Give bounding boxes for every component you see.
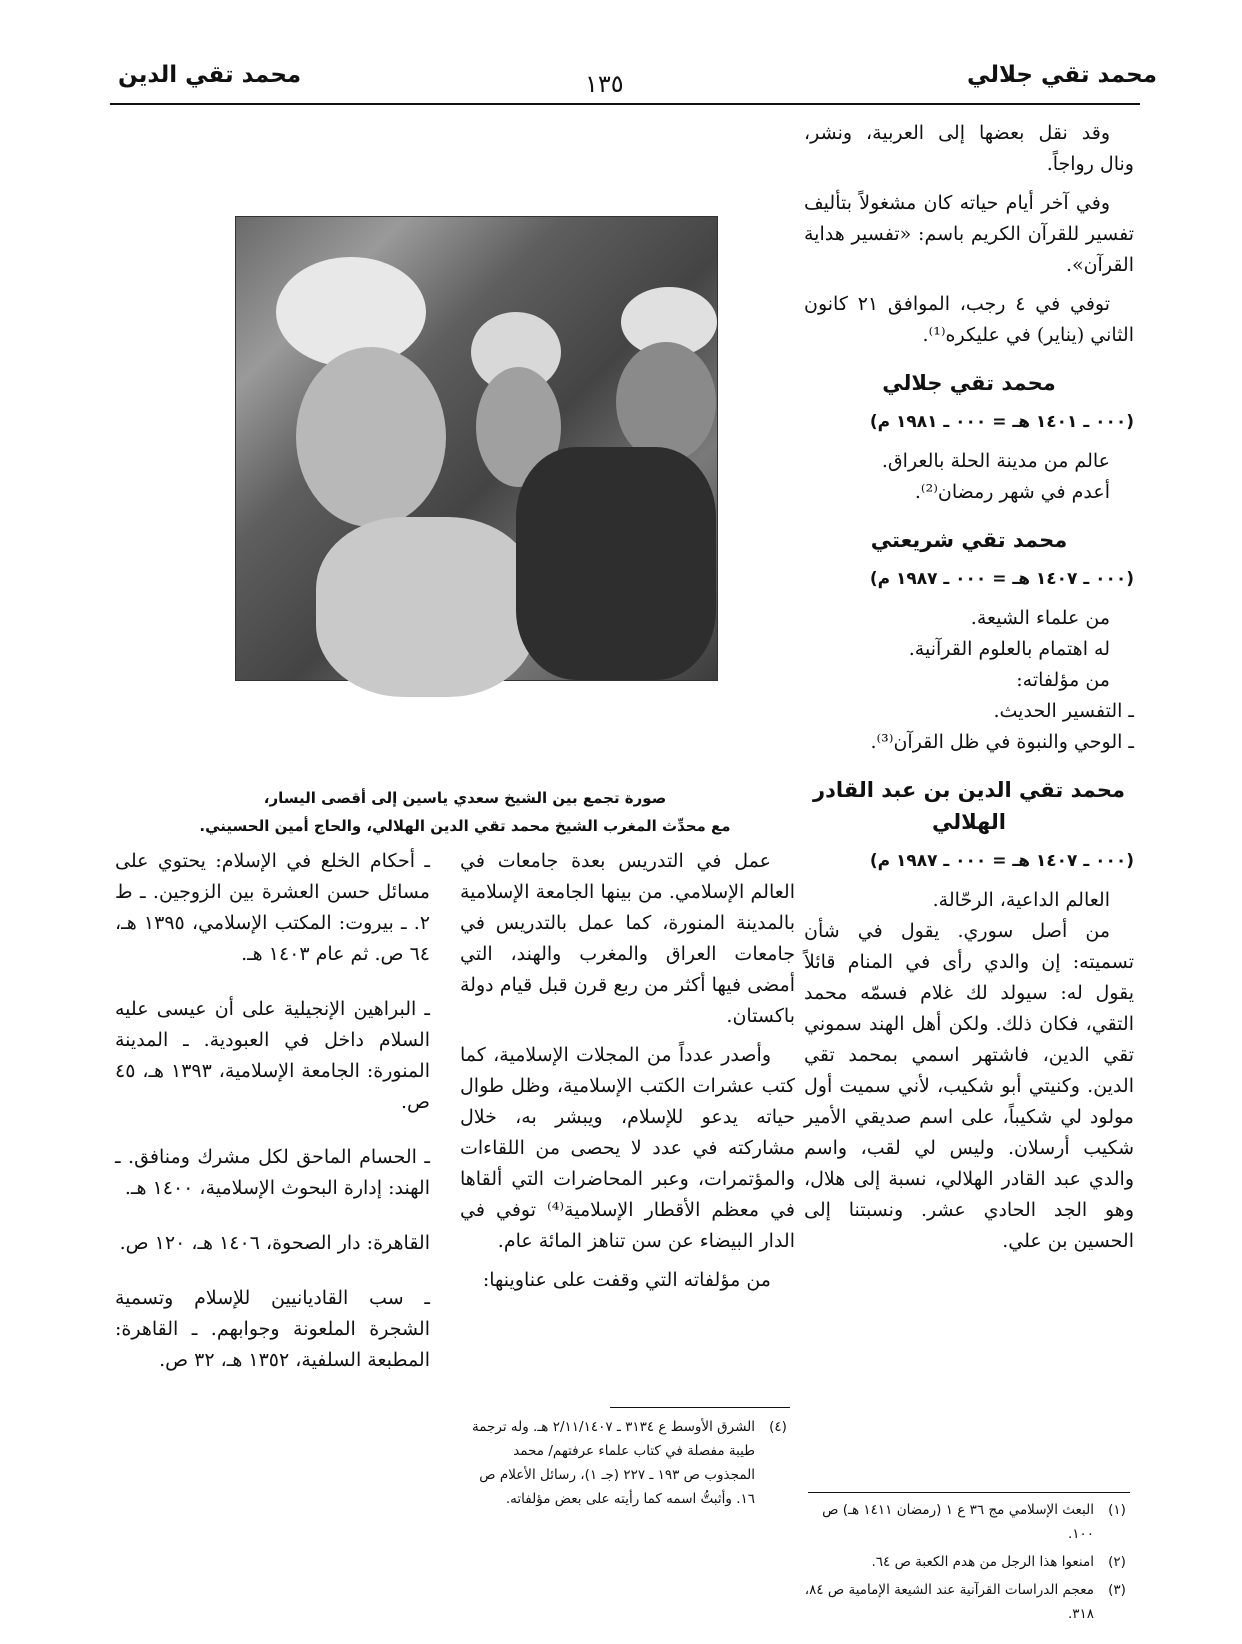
entry-title: محمد تقي شريعتي — [870, 528, 1068, 552]
paragraph: عمل في التدريس بعدة جامعات في العالم الإسلامي. من بينها الجامعة الإسلامية بالمدينة المنورة، كما عمل بالتدريس في جامعات العراق والمغرب والهند، التي أمضى فيها أكثر من ربع قرن قبل قيام دولة باكستان. — [460, 850, 795, 1027]
footnote-text: الشرق الأوسط ع ٣١٣٤ ـ ٢/١١/١٤٠٧ هـ. وله ترجمة طيبة مفصلة في كتاب علماء عرفتهم/ محمد المجذوب ص ١٩٣ ـ ٢٢٧ (جـ ١)، رسائل الأعلام ص ١٦. وأثبتُّ اسمه كما رأيته على بعض مؤلفاته. — [472, 1419, 755, 1507]
footnote — [804, 1498, 1134, 1546]
work-item: ـ أحكام الخلع في الإسلام: يحتوي على مسائل حسن العشرة بين الزوجين. ـ ط ٢. ـ بيروت: المكتب الإسلامي، ١٣٩٥ هـ، ٦٤ ص. ثم عام ١٤٠٣ هـ. — [115, 850, 430, 965]
caption-line: صورة تجمع بين الشيخ سعدي ياسين إلى أقصى اليسار، — [263, 789, 667, 807]
entry-line: له اهتمام بالعلوم القرآنية. — [908, 638, 1110, 660]
page-number: ١٣٥ — [585, 70, 624, 98]
footnotes-middle — [460, 1415, 795, 1515]
paragraph: وأصدر عدداً من المجلات الإسلامية، كما كتب عشرات الكتب الإسلامية، وظل طوال حياته يدعو للإسلام، ويبشر به، خلال مشاركته في عدد لا يحصى من اللقاءات والمؤتمرات، وعبر المحاضرات التي ألقاها في معظم الأقطار الإسلامية⁽⁴⁾ توفي في الدار البيضاء عن سن تناهز المائة عام. — [460, 1044, 795, 1252]
paragraph: توفي في ٤ رجب، الموافق ٢١ كانون الثاني (يناير) في عليكره⁽¹⁾. — [804, 293, 1134, 346]
historical-photo — [235, 216, 718, 681]
left-column — [115, 846, 430, 1384]
footnote-text: البعث الإسلامي مج ٣٦ ع ١ (رمضان ١٤١١ هـ) ص ١٠٠. — [822, 1502, 1094, 1542]
paragraph: وقد نقل بعضها إلى العربية، ونشر، ونال رواجاً. — [804, 122, 1134, 175]
right-column — [804, 118, 1134, 1265]
entry-dates: (٠٠٠ ـ ١٤٠١ هـ = ٠٠٠ ـ ١٩٨١ م) — [869, 412, 1134, 432]
footnote-text: معجم الدراسات القرآنية عند الشيعة الإمامية ص ٨٤، ٣١٨. — [804, 1582, 1094, 1622]
work-item: القاهرة: دار الصحوة، ١٤٠٦ هـ، ١٢٠ ص. — [119, 1232, 430, 1254]
footnote-number: (٤) — [769, 1419, 787, 1435]
entry-dates: (٠٠٠ ـ ١٤٠٧ هـ = ٠٠٠ ـ ١٩٨٧ م) — [869, 569, 1134, 589]
footnotes-right — [804, 1498, 1134, 1630]
paragraph: من أصل سوري. يقول في شأن تسميته: إن والدي رأى في المنام قائلاً يقول له: سيولد لك غلام فسمّه محمد التقي، فكان ذلك. ولكن أهل الهند سموني تقي الدين، فاشتهر اسمي بمحمد تقي الدين. وكنيتي أبو شكيب، لأني سميت أول مولود لي شكيباً، على اسم صديقي الأمير شكيب أرسلان. وليس لي لقب، واسم والدي عبد القادر الهلالي، نسبة إلى هلال، وهو الجد الحادي عشر. ونسبتنا إلى الحسين بن علي. — [804, 920, 1134, 1252]
entry-dates: (٠٠٠ ـ ١٤٠٧ هـ = ٠٠٠ ـ ١٩٨٧ م) — [869, 851, 1134, 871]
entry-line: من علماء الشيعة. — [970, 607, 1110, 629]
face-shape — [616, 342, 716, 462]
work-item: ـ الوحي والنبوة في ظل القرآن⁽³⁾. — [870, 731, 1134, 753]
footnote-number: (٣) — [1108, 1582, 1126, 1598]
robe-shape — [316, 517, 536, 697]
footnote-text: امنعوا هذا الرجل من هدم الكعبة ص ٦٤. — [871, 1554, 1094, 1570]
work-item: ـ سب القاديانيين للإسلام وتسمية الشجرة الملعونة وجوابهم. ـ القاهرة: المطبعة السلفية، ١٣٥٢ هـ، ٣٢ ص. — [115, 1287, 430, 1371]
robe-shape — [516, 447, 716, 680]
entry-line: أعدم في شهر رمضان⁽²⁾. — [914, 481, 1110, 503]
running-header-left: محمد تقي الدين — [118, 62, 302, 88]
footnote — [460, 1415, 795, 1511]
footnote-rule — [808, 1492, 1130, 1493]
footnote-number: (١) — [1108, 1502, 1126, 1518]
footnote — [804, 1578, 1134, 1626]
entry-title: محمد تقي الدين بن عبد القادر الهلالي — [813, 778, 1125, 834]
paragraph: من مؤلفاته التي وقفت على عناوينها: — [482, 1269, 771, 1291]
footnote-number: (٢) — [1108, 1554, 1126, 1570]
photo-caption — [180, 784, 750, 840]
middle-column — [460, 846, 795, 1304]
work-item: ـ البراهين الإنجيلية على أن عيسى عليه السلام داخل في العبودية. ـ المدينة المنورة: الجامعة الإسلامية، ١٣٩٣ هـ، ٤٥ ص. — [115, 998, 430, 1113]
entry-line: عالم من مدينة الحلة بالعراق. — [881, 450, 1110, 472]
footnote-rule — [610, 1407, 790, 1408]
work-item: ـ التفسير الحديث. — [993, 700, 1134, 722]
entry-subtitle: العالم الداعية، الرحّالة. — [932, 889, 1110, 911]
running-header-right: محمد تقي جلالي — [967, 62, 1157, 88]
face-shape — [296, 347, 446, 527]
caption-line: مع محدِّث المغرب الشيخ محمد تقي الدين الهلالي، والحاج أمين الحسيني. — [199, 817, 731, 835]
header-rule — [110, 103, 1140, 105]
entry-line: من مؤلفاته: — [1016, 669, 1110, 691]
entry-title: محمد تقي جلالي — [882, 371, 1056, 395]
paragraph: وفي آخر أيام حياته كان مشغولاً بتأليف تفسير للقرآن الكريم باسم: «تفسير هداية القرآن». — [804, 192, 1134, 276]
footnote — [804, 1550, 1134, 1574]
work-item: ـ الحسام الماحق لكل مشرك ومنافق. ـ الهند: إدارة البحوث الإسلامية، ١٤٠٠ هـ. — [115, 1146, 430, 1199]
